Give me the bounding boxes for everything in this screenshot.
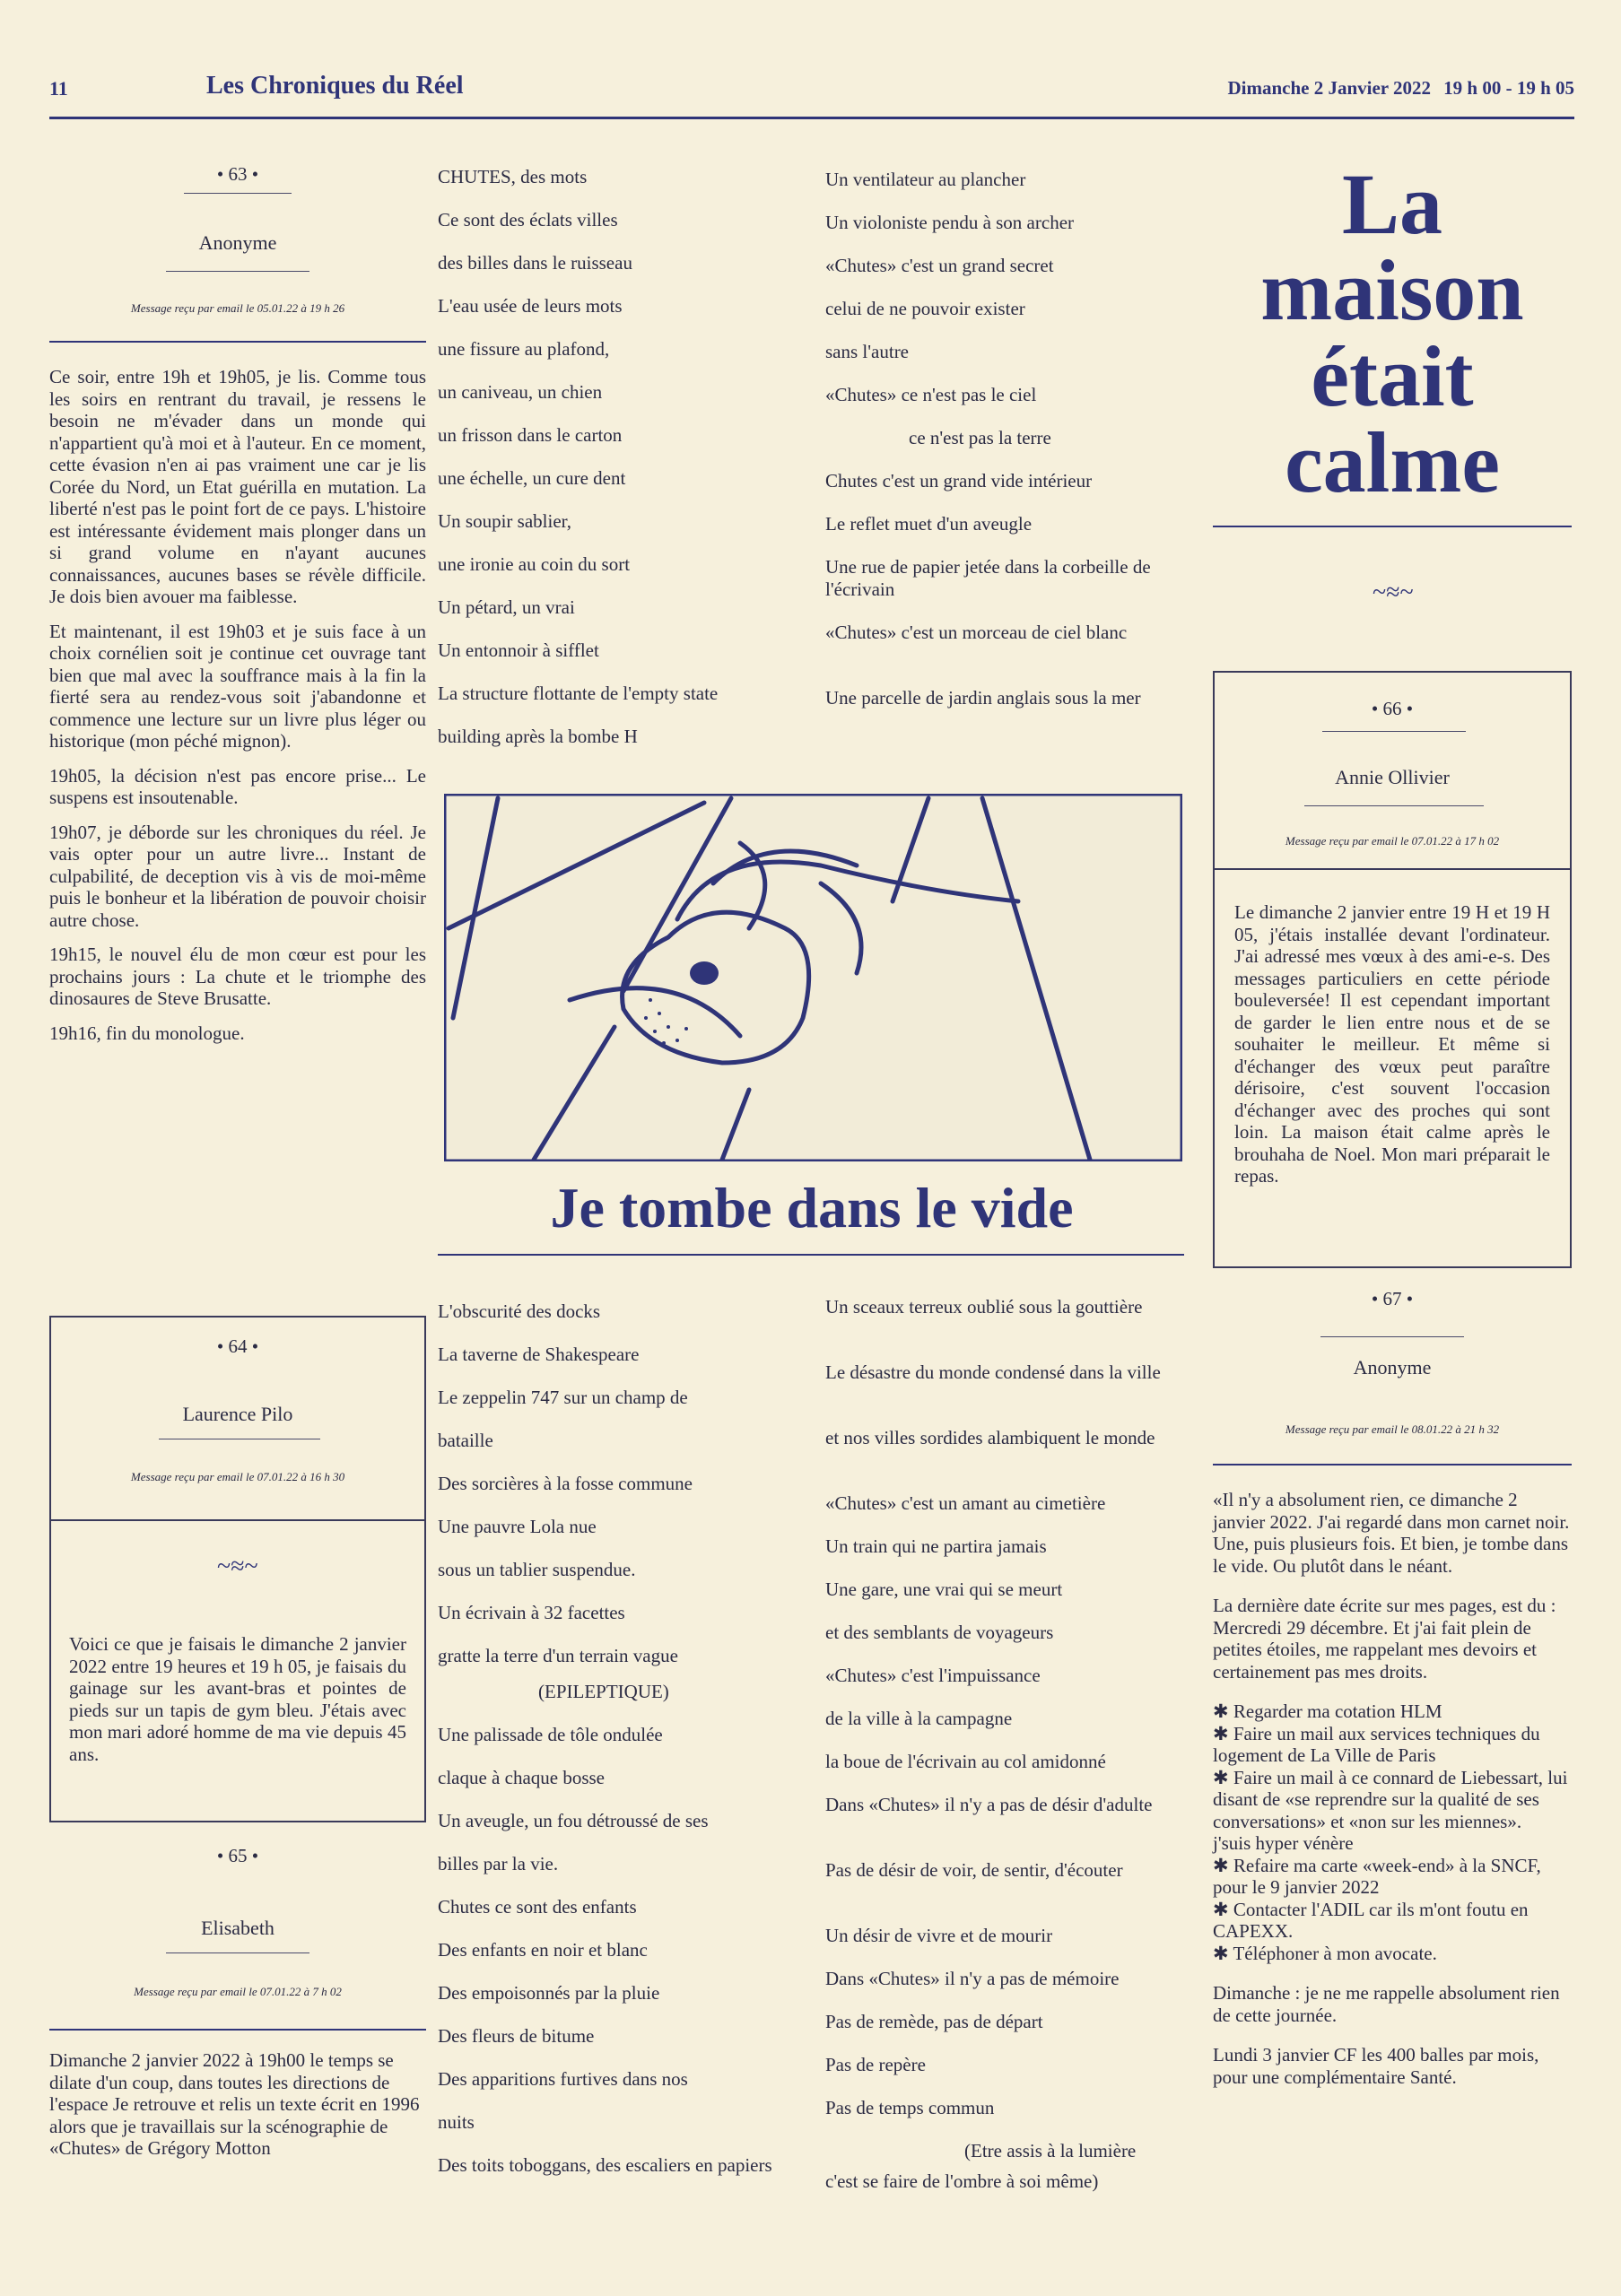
poem-line: Un train qui ne partira jamais [825, 1535, 1047, 1557]
section-rule [49, 2029, 426, 2031]
todo-item: ✱ Faire un mail aux services techniques du logement de La Ville de Paris [1213, 1722, 1540, 1766]
paragraph: Ce soir, entre 19h et 19h05, je lis. Comme tous les soirs en rentrant du travail, je ressens le besoin ne m'évader dans un monde qui n'appartient qu'à moi et à l'auteur. En ce moment, cette évasion n'en ai pas vraiment une car je lis Corée du Nord, un Etat guérilla en mutation. La liberté n'est pas le point fort de ce pays. L'histoire est intéressante évidement mais plonger dans un si grand volume en n'ayant aucunes connaissances, aucunes bases se révèle difficile. Je dois bien avouer ma faiblesse. [49, 366, 426, 607]
entry-author: Laurence Pilo [182, 1403, 293, 1425]
poem-line: celui de ne pouvoir exister [825, 298, 1025, 319]
poem-line: Le désastre du monde condensé dans la ville [825, 1361, 1161, 1383]
poem-line: Un désir de vivre et de mourir [825, 1925, 1053, 1946]
section-rule [49, 341, 426, 343]
poem-line: Ce sont des éclats villes [438, 209, 618, 230]
poem-line: c'est se faire de l'ombre à soi même) [825, 2170, 1099, 2192]
divider [1322, 731, 1466, 732]
entry-author: Elisabeth [201, 1917, 275, 1939]
poem-line: (EPILEPTIQUE) [538, 1681, 669, 1702]
divider [1320, 1336, 1464, 1337]
poem-line: (Etre assis à la lumière [964, 2140, 1137, 2161]
poem-line: Le reflet muet d'un aveugle [825, 513, 1033, 535]
poem-line: La taverne de Shakespeare [438, 1344, 640, 1365]
todo-item: ✱ Regarder ma cotation HLM [1213, 1700, 1442, 1722]
poem-line: un caniveau, un chien [438, 381, 603, 403]
entry-author: Anonyme [198, 231, 277, 254]
entry-number: • 64 • [216, 1335, 259, 1357]
divider [1304, 805, 1484, 806]
poem-line: Un ventilateur au plancher [825, 169, 1026, 190]
todo-item: ✱ Refaire ma carte «week-end» à la SNCF, pour le 9 janvier 2022 [1213, 1854, 1541, 1898]
todo-item: ✱ Faire un mail à ce connard de Liebessart, lui disant de «se reprendre sur la qualité de ses conversations» et «non sur les miennes». [1213, 1766, 1568, 1832]
entry-64-body: Voici ce que je faisais le dimanche 2 janvier 2022 entre 19 heures et 19 h 05, je faisais du gainage sur les avant-bras et pointes de pieds sur un tapis de gym bleu. J'étais avec mon mari adoré homme de ma vie depuis 45 ans. [69, 1633, 406, 1765]
entry-66 [1213, 671, 1572, 1268]
poem-line: «Chutes» c'est l'impuissance [825, 1665, 1041, 1686]
poem-line: Pas de remède, pas de départ [825, 2011, 1043, 2032]
poem-line: «Chutes» ce n'est pas le ciel [825, 384, 1037, 405]
poem-line: Des empoisonnés par la pluie [438, 1982, 660, 2004]
title-rule [1213, 526, 1572, 527]
poem-line: «Chutes» c'est un morceau de ciel blanc [825, 622, 1128, 643]
issue-time: 19 h 00 - 19 h 05 [1443, 77, 1574, 99]
poem-line: une fissure au plafond, [438, 338, 610, 360]
poem-line: ce n'est pas la terre [909, 427, 1051, 448]
poem-top-right [825, 169, 1184, 732]
poem-line: La structure flottante de l'empty state [438, 683, 719, 704]
poem-line: L'eau usée de leurs mots [438, 295, 623, 317]
entry-67-body [1213, 1489, 1572, 2100]
poem-line: Une rue de papier jetée dans la corbeille de l'écrivain [825, 556, 1151, 600]
page-number: 11 [49, 77, 68, 100]
poem-line: Un entonnoir à sifflet [438, 639, 599, 661]
poem-line: building après la bombe H [438, 726, 638, 747]
poem-line: une ironie au coin du sort [438, 553, 631, 575]
poem-line: gratte la terre d'un terrain vague [438, 1645, 678, 1666]
paragraph: «Il n'y a absolument rien, ce dimanche 2 janvier 2022. J'ai regardé dans mon carnet noir. Une, puis plusieurs fois. Et bien, je tombe dans le vide. Ou plutôt dans le néant. [1213, 1489, 1570, 1577]
poem-line: la boue de l'écrivain au col amidonné [825, 1751, 1106, 1772]
poem-line: nuits [438, 2111, 475, 2133]
received-note: Message reçu par email le 07.01.22 à 7 h 02 [134, 1985, 342, 1998]
header-rule [49, 117, 1574, 119]
publication-name: Les Chroniques du Réel [206, 72, 464, 100]
poem-line: Un aveugle, un fou détroussé de ses [438, 1810, 709, 1831]
poem-line: et nos villes sordides alambiquent le monde [825, 1427, 1155, 1448]
poem-top-left [438, 166, 801, 769]
poem-line: et des semblants de voyageurs [825, 1622, 1054, 1643]
flourish-ornament: ~≈~ [217, 1552, 258, 1580]
entry-author: Annie Ollivier [1335, 766, 1450, 788]
poem-line: Pas de temps commun [825, 2097, 995, 2118]
divider [51, 1519, 424, 1521]
poem-line: Des sorcières à la fosse commune [438, 1473, 693, 1494]
section-rule [1213, 1464, 1572, 1465]
poem-line: des billes dans le ruisseau [438, 252, 632, 274]
poem-line: Pas de repère [825, 2054, 926, 2075]
poem-line: Des fleurs de bitume [438, 2025, 595, 2047]
paragraph: La dernière date écrite sur mes pages, est du : Mercredi 29 décembre. Et j'ai fait plein de petites étoiles, me rappelant mes devoirs et certainement pas mes droits. [1213, 1595, 1556, 1683]
poem-line: Des toits toboggans, des escaliers en papiers [438, 2154, 772, 2176]
poem-line: Une palissade de tôle ondulée [438, 1724, 663, 1745]
poem-line: L'obscurité des docks [438, 1300, 601, 1322]
received-note: Message reçu par email le 07.01.22 à 16 h 30 [130, 1470, 345, 1483]
entry-64 [49, 1316, 426, 1822]
poem-bottom-right [825, 1296, 1184, 2197]
flourish-ornament: ~≈~ [1373, 578, 1414, 606]
right-title: La maison était calme [1260, 156, 1524, 510]
entry-65 [49, 1834, 426, 2022]
entry-number: • 67 • [1371, 1288, 1414, 1309]
entry-65-body: Dimanche 2 janvier 2022 à 19h00 le temps se dilate d'un coup, dans toutes les directions de l'espace Je retrouve et relis un texte écrit en 1996 alors que je travaillais sur la scénographie de «Chutes» de Grégory Motton [49, 2049, 420, 2159]
main-title: Je tombe dans le vide [550, 1176, 1074, 1239]
entry-63 [49, 152, 426, 350]
paragraph: 19h07, je déborde sur les chroniques du réel. Je vais opter pour un autre livre... Instant de culpabilité, de deception vis à vis de moi-même puis le bonheur et la libération de pouvoir choisir autre chose. [49, 821, 426, 931]
poem-line: billes par la vie. [438, 1853, 559, 1874]
poem-line: Un soupir sablier, [438, 510, 572, 532]
hand-stroking-dog-illustration [444, 794, 1182, 1161]
received-note: Message reçu par email le 08.01.22 à 21 h 32 [1285, 1422, 1500, 1436]
poem-line: «Chutes» c'est un grand secret [825, 255, 1054, 276]
paragraph: Dimanche : je ne me rappelle absolument rien de cette journée. [1213, 1982, 1560, 2026]
poem-line: Un sceaux terreux oublié sous la gouttière [825, 1296, 1143, 1318]
entry-67 [1213, 1283, 1572, 1453]
paragraph: 19h16, fin du monologue. [49, 1022, 245, 1044]
title-rule [438, 1254, 1184, 1256]
poem-line: Un pétard, un vrai [438, 596, 575, 618]
paragraph: Lundi 3 janvier CF les 400 balles par mois, pour une complémentaire Santé. [1213, 2044, 1539, 2088]
poem-line: une échelle, un cure dent [438, 467, 626, 489]
divider [166, 1952, 309, 1953]
todo-item: ✱ Contacter l'ADIL car ils m'ont foutu en CAPEXX. [1213, 1898, 1529, 1942]
poem-line: Le zeppelin 747 sur un champ de [438, 1387, 688, 1408]
poem-line: Dans «Chutes» il n'y a pas de désir d'adulte [825, 1794, 1153, 1815]
poem-line: un frisson dans le carton [438, 424, 623, 446]
todo-item: ✱ Téléphoner à mon avocate. [1213, 1942, 1437, 1964]
poem-line: claque à chaque bosse [438, 1767, 605, 1788]
poem-line: Des apparitions furtives dans nos [438, 2068, 688, 2090]
poem-line: «Chutes» c'est un amant au cimetière [825, 1492, 1106, 1514]
received-note: Message reçu par email le 05.01.22 à 19 h 26 [130, 301, 345, 315]
poem-line: Un écrivain à 32 facettes [438, 1602, 625, 1623]
poem-line: sans l'autre [825, 341, 910, 362]
poem-line: Chutes ce sont des enfants [438, 1896, 637, 1918]
entry-author: Anonyme [1353, 1356, 1432, 1378]
poem-line: Dans «Chutes» il n'y a pas de mémoire [825, 1968, 1120, 1989]
paragraph: 19h15, le nouvel élu de mon cœur est pour les prochains jours : La chute et le triomphe des dinosaures de Steve Brusatte. [49, 944, 426, 1009]
poem-line: Un violoniste pendu à son archer [825, 212, 1075, 233]
divider [1215, 868, 1570, 870]
page-header [49, 70, 1574, 115]
poem-bottom-left [438, 1300, 797, 2199]
todo-item: j'suis hyper vénère [1213, 1832, 1354, 1854]
entry-66-body: Le dimanche 2 janvier entre 19 H et 19 H 05, j'étais installée devant l'ordinateur. J'ai adressé mes vœux à des ami-e-s. Des messages particuliers en cette période bouleversée! Il est cependant important de garder le lien entre nous et de se souhaiter le meilleur. Et même si d'échanger des vœux peut paraître dérisoire, c'est souvent l'occasion d'échanger avec des proches qui sont loin. La maison était calme après le brouhaha de Noel. Mon mari préparait le repas. [1234, 901, 1550, 1187]
poem-line: sous un tablier suspendue. [438, 1559, 636, 1580]
poem-line: CHUTES, des mots [438, 166, 588, 187]
poem-line: Chutes c'est un grand vide intérieur [825, 470, 1093, 491]
entry-number: • 65 • [216, 1845, 259, 1866]
entry-number: • 63 • [216, 163, 259, 185]
received-note: Message reçu par email le 07.01.22 à 17 h 02 [1285, 834, 1500, 848]
paragraph: Et maintenant, il est 19h03 et je suis face à un choix cornélien soit je continue cet ouvrage tant bien que mal avec la souffrance mais à la fin la fierté sera au rendez-vous soit j'abandonne et commence une lecture sur un livre plus léger ou historique (mon péché mignon). [49, 620, 426, 752]
entry-63-body [49, 366, 426, 1057]
poem-line: Une pauvre Lola nue [438, 1516, 597, 1537]
poem-line: Une gare, une vrai qui se meurt [825, 1578, 1063, 1600]
poem-line: Pas de désir de voir, de sentir, d'écouter [825, 1859, 1123, 1881]
poem-line: de la ville à la campagne [825, 1708, 1013, 1729]
poem-line: bataille [438, 1430, 493, 1451]
divider [166, 271, 309, 272]
entry-number: • 66 • [1371, 698, 1414, 719]
poem-line: Une parcelle de jardin anglais sous la mer [825, 687, 1141, 709]
issue-date: Dimanche 2 Janvier 2022 [1227, 77, 1431, 99]
paragraph: 19h05, la décision n'est pas encore prise... Le suspens est insoutenable. [49, 764, 426, 808]
poem-line: Des enfants en noir et blanc [438, 1939, 648, 1961]
divider [184, 193, 292, 194]
